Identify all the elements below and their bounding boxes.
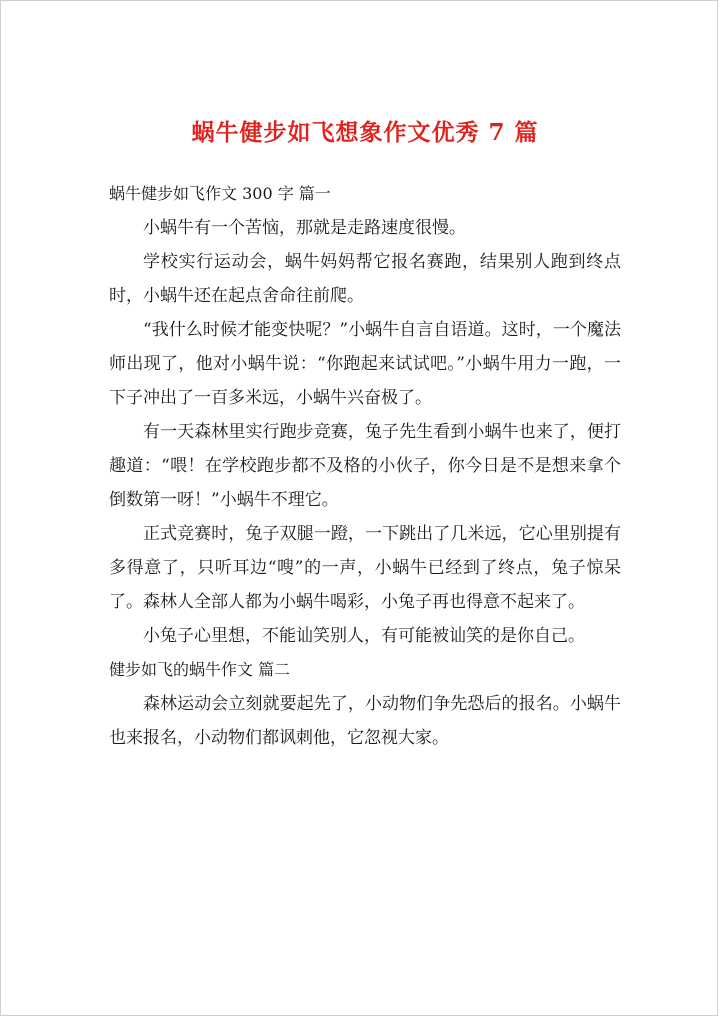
paragraph: 小蜗牛有一个苦恼，那就是走路速度很慢。 [143,218,466,238]
section-1 [109,177,621,653]
paragraph: 小兔子心里想，不能讪笑别人，有可能被讪笑的是你自己。 [143,626,585,646]
paragraph: 学校实行运动会，蜗牛妈妈帮它报名赛跑，结果别人跑到终点时，小蜗牛还在起点舍命往前爬。 [109,252,621,306]
section-2 [109,653,621,755]
section-heading: 蜗牛健步如飞作文 300 字 篇一 [109,184,331,203]
paragraph: 森林运动会立刻就要起先了，小动物们争先恐后的报名。小蜗牛也来报名，小动物们都讽刺他，它忽视大家。 [109,694,621,748]
section-heading: 健步如飞的蜗牛作文 篇二 [109,660,291,679]
paragraph: 正式竞赛时，兔子双腿一蹬，一下跳出了几米远，它心里别提有多得意了，只听耳边“嗖”的一声，小蜗牛已经到了终点，兔子惊呆了。森林人全部人都为小蜗牛喝彩，小兔子再也得意不起来了。 [109,524,621,612]
document-title: 蜗牛健步如飞想象作文优秀 7 篇 [191,119,539,146]
document-content [109,113,621,755]
paragraph: 有一天森林里实行跑步竞赛，兔子先生看到小蜗牛也来了，便打趣道：“喂！在学校跑步都不及格的小伙子，你今日是不是想来拿个倒数第一呀！”小蜗牛不理它。 [109,422,621,510]
paragraph: “我什么时候才能变快呢？”小蜗牛自言自语道。这时，一个魔法师出现了，他对小蜗牛说：“你跑起来试试吧。”小蜗牛用力一跑，一下子冲出了一百多米远，小蜗牛兴奋极了。 [109,320,621,408]
